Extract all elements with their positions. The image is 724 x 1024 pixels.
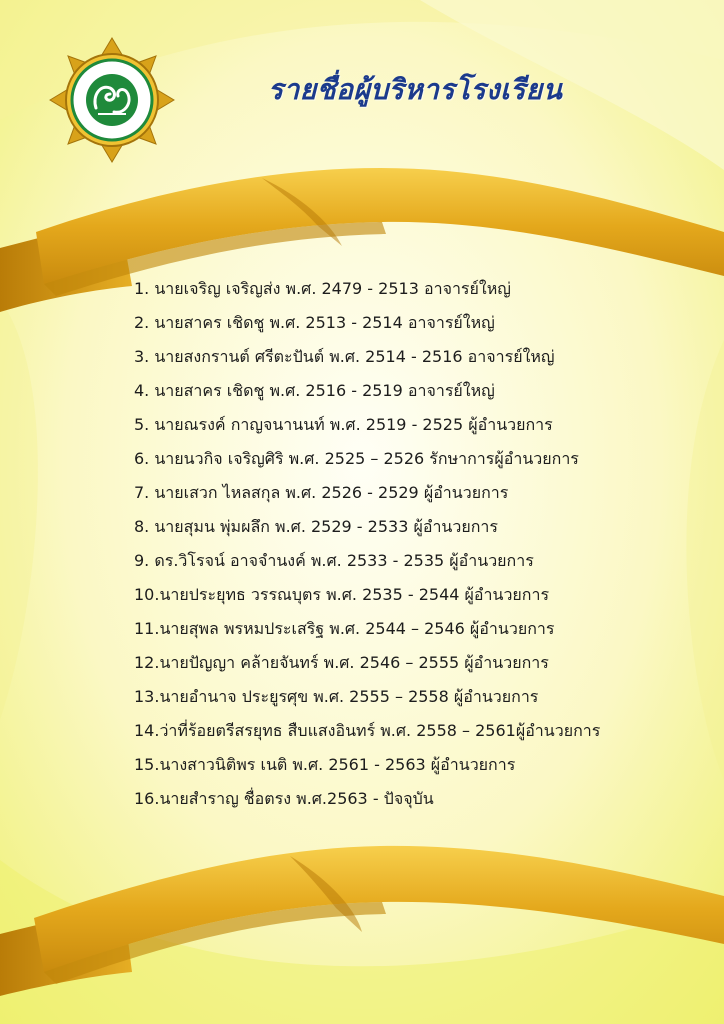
list-item: 13.นายอำนาจ ประยูรศุข พ.ศ. 2555 – 2558 ผู้อำนวยการ (134, 687, 539, 706)
list-item: 12.นายปัญญา คล้ายจันทร์ พ.ศ. 2546 – 2555 ผู้อำนวยการ (134, 653, 549, 672)
list-item: 6. นายนวกิจ เจริญศิริ พ.ศ. 2525 – 2526 รักษาการผู้อำนวยการ (134, 449, 579, 468)
list-item: 2. นายสาคร เชิดชู พ.ศ. 2513 - 2514 อาจารย์ใหญ่ (134, 313, 495, 332)
list-item: 1. นายเจริญ เจริญส่ง พ.ศ. 2479 - 2513 อาจารย์ใหญ่ (134, 279, 511, 298)
list-item: 8. นายสุมน พุ่มผลึก พ.ศ. 2529 - 2533 ผู้อำนวยการ (134, 517, 498, 536)
list-item: 7. นายเสวก ไหลสกุล พ.ศ. 2526 - 2529 ผู้อำนวยการ (134, 483, 509, 502)
list-item: 4. นายสาคร เชิดชู พ.ศ. 2516 - 2519 อาจารย์ใหญ่ (134, 381, 495, 400)
school-emblem-icon (48, 36, 176, 164)
page-title: รายชื่อผู้บริหารโรงเรียน (268, 73, 563, 106)
list-item: 15.นางสาวนิติพร เนติ พ.ศ. 2561 - 2563 ผู้อำนวยการ (134, 755, 516, 774)
list-item: 11.นายสุพล พรหมประเสริฐ พ.ศ. 2544 – 2546 ผู้อำนวยการ (134, 619, 555, 638)
list-item: 16.นายสำราญ ชื่อตรง พ.ศ.2563 - ปัจจุบัน (134, 789, 434, 808)
list-item: 10.นายประยุทธ วรรณบุตร พ.ศ. 2535 - 2544 ผู้อำนวยการ (134, 585, 550, 604)
list-item: 14.ว่าที่ร้อยตรีสรยุทธ สืบแสงอินทร์ พ.ศ. 2558 – 2561ผู้อำนวยการ (134, 721, 601, 740)
school-logo (48, 36, 176, 164)
list-item: 5. นายณรงค์ กาญจนานนท์ พ.ศ. 2519 - 2525 ผู้อำนวยการ (134, 415, 553, 434)
list-item: 3. นายสงกรานต์ ศรีตะปันต์ พ.ศ. 2514 - 2516 อาจารย์ใหญ่ (134, 347, 555, 366)
list-item: 9. ดร.วิโรจน์ อาจจำนงค์ พ.ศ. 2533 - 2535 ผู้อำนวยการ (134, 551, 534, 570)
administrators-list (134, 272, 714, 816)
